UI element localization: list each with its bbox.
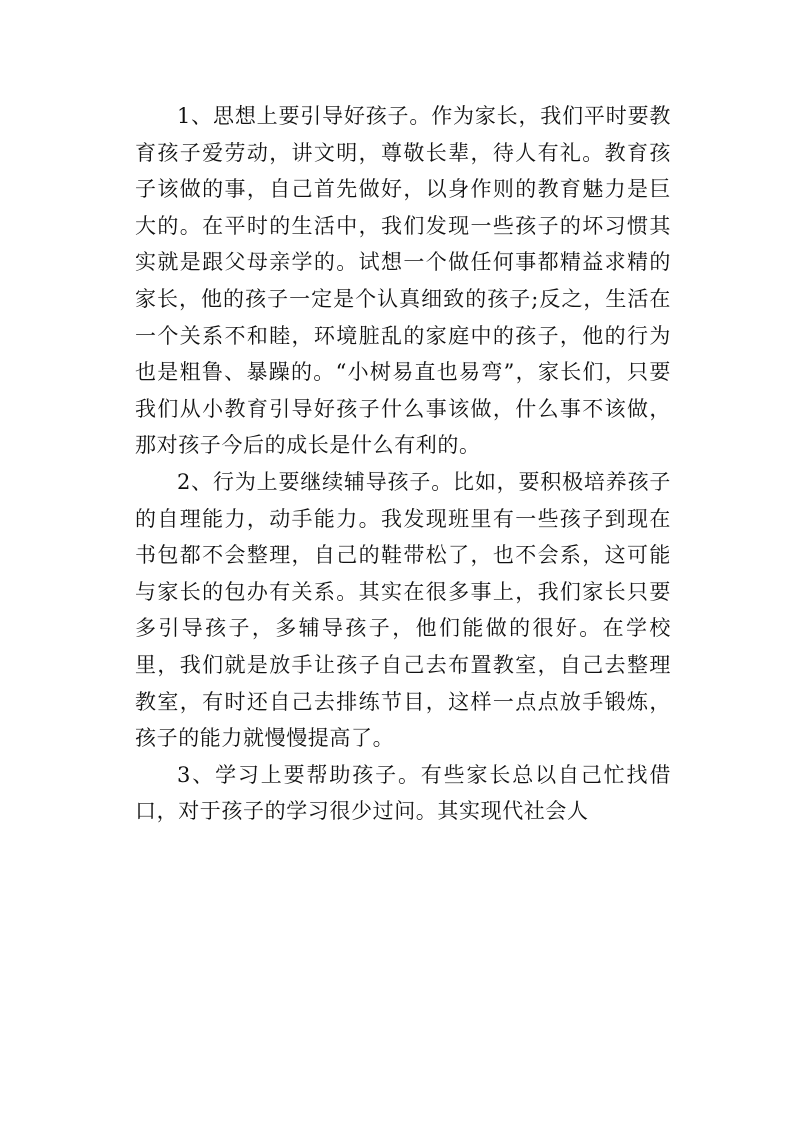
paragraph-3: 3、学习上要帮助孩子。有些家长总以自己忙找借口，对于孩子的学习很少过问。其实现代社会人 xyxy=(135,762,671,824)
paragraph-1: 1、思想上要引导好孩子。作为家长，我们平时要教育孩子爱劳动，讲文明，尊敬长辈，待人有礼。教育孩子该做的事，自己首先做好，以身作则的教育魅力是巨大的。在平时的生活中，我们发现一些孩子的坏习惯其实就是跟父母亲学的。试想一个做任何事都精益求精的家长，他的孩子一定是个认真细致的孩子;反之，生活在一个关系不和睦，环境脏乱的家庭中的孩子，他的行为也是粗鲁、暴躁的。“小树易直也易弯”，家长们，只要我们从小教育引导好孩子什么事该做，什么事不该做，那对孩子今后的成长是什么有利的。 xyxy=(135,104,671,458)
document-body xyxy=(135,98,671,830)
paragraph-2: 2、行为上要继续辅导孩子。比如，要积极培养孩子的自理能力，动手能力。我发现班里有一些孩子到现在书包都不会整理，自己的鞋带松了，也不会系，这可能与家长的包办有关系。其实在很多事上，我们家长只要多引导孩子，多辅导孩子，他们能做的很好。在学校里，我们就是放手让孩子自己去布置教室，自己去整理教室，有时还自己去排练节目，这样一点点放手锻炼，孩子的能力就慢慢提高了。 xyxy=(135,469,671,751)
